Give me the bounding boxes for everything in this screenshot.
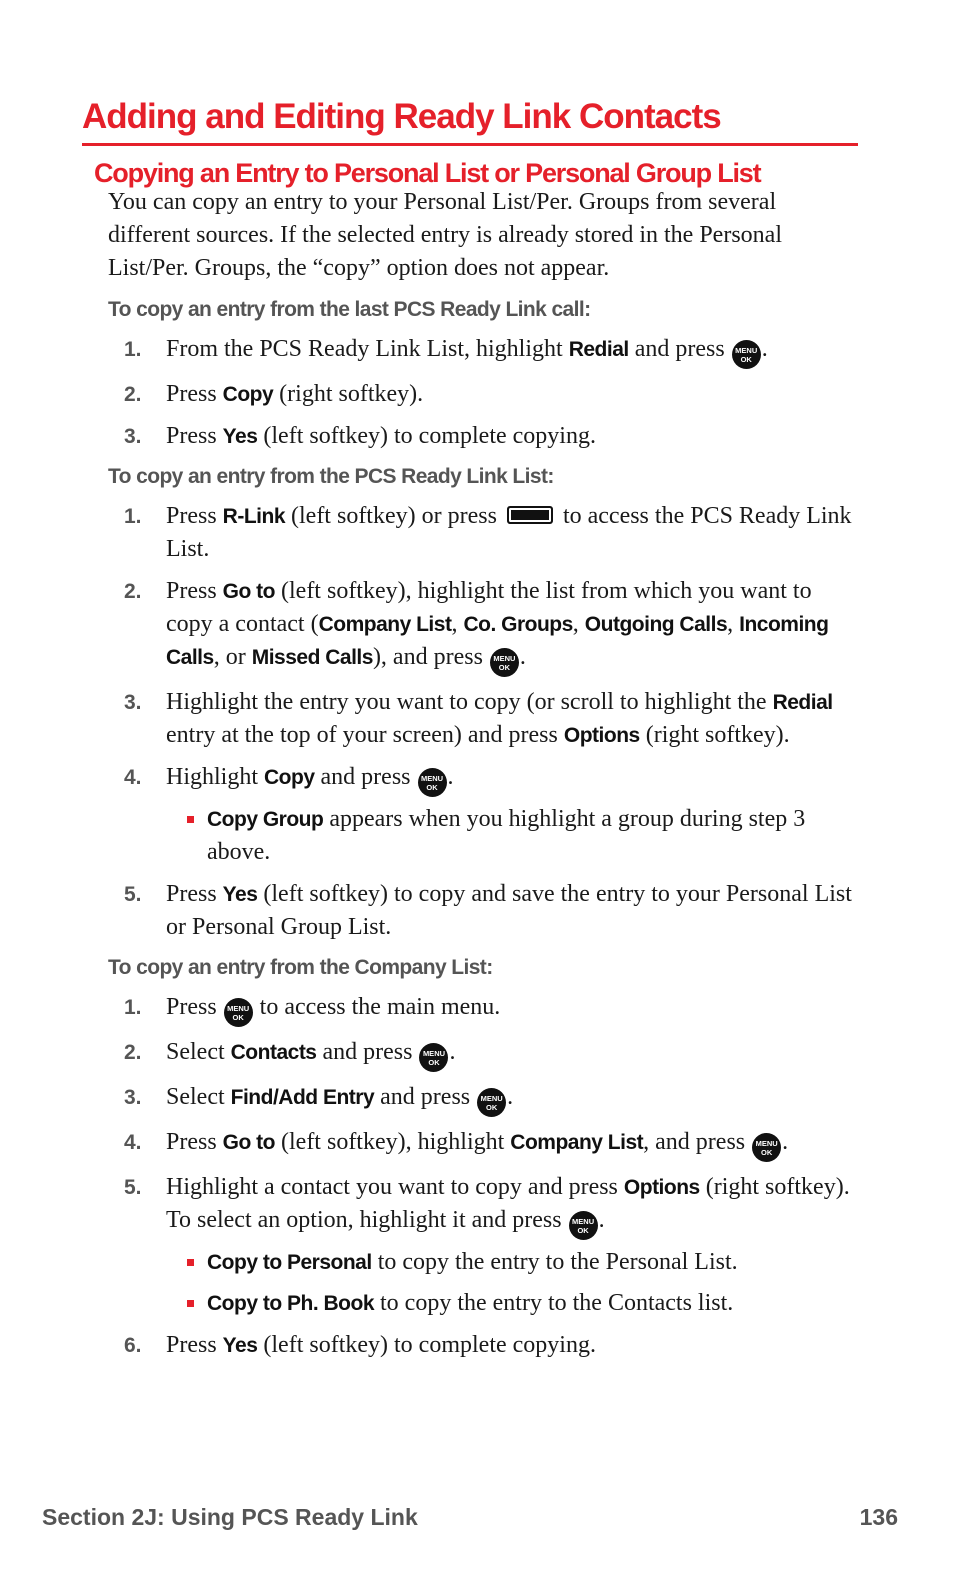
text-run: .: [447, 764, 454, 790]
text-run: to access the main menu.: [253, 994, 501, 1020]
step-item: [108, 500, 858, 566]
ui-term: Missed Calls: [251, 646, 373, 669]
procedure-heading: To copy an entry from the Company List:: [108, 956, 493, 979]
red-square-bullet-icon: [187, 816, 194, 823]
ui-term: Options: [563, 724, 640, 747]
menu-ok-key-icon: [490, 648, 519, 677]
ui-term: Redial: [568, 338, 629, 361]
text-run: and press: [316, 1039, 419, 1065]
step-text: [166, 1081, 858, 1117]
menu-key-label: MENU: [755, 1139, 778, 1148]
step-list: [108, 991, 858, 1362]
step-text: [166, 575, 858, 677]
menu-key-label: MENU: [735, 346, 758, 355]
text-run: Press: [166, 881, 223, 907]
menu-key-label: MENU: [572, 1217, 595, 1226]
text-run: ,: [572, 611, 585, 637]
text-run: Select: [166, 1084, 231, 1110]
menu-ok-key-icon: [224, 998, 253, 1027]
ui-term: Yes: [222, 883, 258, 906]
text-run: Highlight the entry you want to copy (or scroll to highlight the: [166, 689, 773, 715]
menu-key-label: MENU: [422, 1049, 446, 1058]
step-text: [166, 420, 858, 453]
sub-bullet-item: [166, 1287, 858, 1320]
ui-term: R-Link: [222, 505, 285, 528]
text-run: ,: [451, 611, 464, 637]
text-run: , and press: [643, 1129, 752, 1155]
text-run: (left softkey), highlight: [275, 1129, 511, 1155]
text-run: Highlight: [166, 764, 265, 790]
page-number: 136: [859, 1504, 898, 1530]
bullet-text: [207, 1287, 858, 1320]
text-run: (left softkey) to complete copying.: [257, 423, 596, 449]
menu-key-label: MENU: [480, 1094, 503, 1103]
sub-bullet-list: [166, 803, 858, 869]
step-item: [108, 575, 858, 677]
ui-term: Copy: [264, 766, 315, 789]
ui-term: Go to: [222, 580, 275, 603]
menu-key-label: MENU: [493, 654, 516, 663]
step-item: [108, 1126, 858, 1162]
text-run: and press: [374, 1084, 477, 1110]
menu-ok-key-icon: [752, 1133, 781, 1162]
step-text: [166, 878, 858, 944]
text-run: Press: [166, 1332, 223, 1358]
ui-term: Copy Group: [207, 808, 324, 831]
ok-key-label: OK: [498, 663, 511, 672]
step-item: [108, 991, 858, 1027]
ok-key-label: OK: [486, 1103, 498, 1112]
ui-term: Options: [623, 1176, 700, 1199]
ok-key-label: OK: [426, 783, 438, 792]
step-item: [108, 378, 858, 411]
ui-term: Yes: [222, 425, 258, 448]
ui-term: Co. Groups: [463, 613, 573, 636]
menu-ok-key-icon: [419, 1043, 448, 1072]
text-run: (left softkey), highlight the list from which you want to copy a contact (: [166, 578, 812, 637]
step-item: [108, 1081, 858, 1117]
menu-ok-key-icon: [569, 1211, 598, 1240]
step-number: 6.: [124, 1334, 142, 1357]
text-run: ), and press: [372, 644, 489, 670]
ok-key-label: OK: [232, 1013, 244, 1022]
text-run: .: [598, 1207, 605, 1233]
text-run: (right softkey).: [639, 722, 790, 748]
footer-section-label: Section 2J: Using PCS Ready Link: [42, 1504, 418, 1530]
text-run: .: [519, 644, 526, 670]
sub-bullet-item: [166, 803, 858, 869]
step-number: 1.: [124, 505, 142, 528]
text-run: .: [507, 1084, 514, 1110]
text-run: and press: [314, 764, 417, 790]
step-text: [166, 761, 858, 797]
step-item: [108, 1329, 858, 1362]
ui-term: Copy to Personal: [207, 1251, 372, 1274]
step-item: [108, 420, 858, 453]
text-run: to copy the entry to the Personal List.: [371, 1249, 738, 1275]
step-item: [108, 878, 858, 944]
ui-term: Go to: [222, 1131, 275, 1154]
text-run: Press: [166, 503, 223, 529]
procedure-heading: To copy an entry from the PCS Ready Link List:: [108, 465, 554, 488]
text-run: Press: [166, 1129, 223, 1155]
step-number: 3.: [124, 425, 142, 448]
ui-term: Copy to Ph. Book: [207, 1292, 374, 1315]
intro-paragraph: You can copy an entry to your Personal List/Per. Groups from several different sources. If the selected entry is already stored in the Personal List/Per. Groups, the “copy” option does not appear.: [108, 189, 782, 281]
step-number: 1.: [124, 996, 142, 1019]
text-run: (left softkey) to copy and save the entry to your Personal List or Personal Group List.: [166, 881, 852, 940]
ui-term: Yes: [222, 1334, 258, 1357]
text-run: Press: [166, 423, 223, 449]
text-run: appears when you highlight a group during step 3 above.: [207, 806, 806, 865]
step-text: [166, 333, 858, 369]
text-run: Press: [166, 994, 223, 1020]
menu-ok-key-icon: [732, 340, 761, 369]
step-text: [166, 378, 858, 411]
step-text: [166, 1036, 858, 1072]
text-run: Highlight a contact you want to copy and press: [166, 1174, 624, 1200]
instruction-sections: [108, 295, 858, 1362]
content: [108, 186, 858, 1371]
text-run: .: [449, 1039, 456, 1065]
text-run: From the PCS Ready Link List, highlight: [166, 336, 569, 362]
step-number: 5.: [124, 883, 142, 906]
step-text: [166, 1126, 858, 1162]
bullet-text: [207, 803, 858, 869]
step-number: 4.: [124, 766, 142, 789]
text-run: , or: [213, 644, 252, 670]
ui-term: Company List: [318, 613, 452, 636]
step-text: [166, 1171, 858, 1240]
section-subtitle: Copying an Entry to Personal List or Personal Group List: [94, 158, 761, 189]
step-text: [166, 500, 858, 566]
text-run: Press: [166, 578, 223, 604]
step-text: [166, 1329, 858, 1362]
text-run: (left softkey) to complete copying.: [257, 1332, 596, 1358]
step-number: 1.: [124, 338, 142, 361]
step-number: 2.: [124, 1041, 142, 1064]
ok-key-label: OK: [740, 355, 752, 364]
step-number: 5.: [124, 1176, 142, 1199]
text-run: (left softkey) or press: [285, 503, 503, 529]
menu-key-label: MENU: [420, 774, 444, 783]
ok-key-label: OK: [761, 1148, 773, 1157]
menu-ok-key-icon: [418, 768, 447, 797]
ui-term: Find/Add Entry: [230, 1086, 375, 1109]
ui-term: Contacts: [230, 1041, 317, 1064]
ok-key-label: OK: [577, 1226, 589, 1235]
step-list: [108, 333, 858, 453]
text-run: to access the PCS Ready Link List.: [166, 503, 852, 562]
red-square-bullet-icon: [187, 1259, 194, 1266]
step-item: [108, 1171, 858, 1320]
ok-key-label: OK: [428, 1058, 440, 1067]
text-run: .: [782, 1129, 789, 1155]
text-run: (right softkey). To select an option, highlight it and press: [166, 1174, 850, 1233]
ready-link-key-icon: [507, 506, 553, 524]
text-run: ,: [727, 611, 740, 637]
text-run: to copy the entry to the Contacts list.: [374, 1290, 734, 1316]
sub-bullet-list: [166, 1246, 858, 1320]
text-run: and press: [628, 336, 731, 362]
text-run: (right softkey).: [273, 381, 424, 407]
step-item: [108, 761, 858, 869]
sub-bullet-item: [166, 1246, 858, 1279]
text-run: entry at the top of your screen) and press: [166, 722, 564, 748]
step-number: 3.: [124, 691, 142, 714]
ui-term: Company List: [510, 1131, 644, 1154]
step-number: 2.: [124, 383, 142, 406]
step-item: [108, 1036, 858, 1072]
text-run: Select: [166, 1039, 231, 1065]
procedure-heading: To copy an entry from the last PCS Ready Link call:: [108, 298, 591, 321]
ui-term: Copy: [222, 383, 274, 406]
step-text: [166, 991, 858, 1027]
page-title: Adding and Editing Ready Link Contacts: [82, 93, 858, 146]
step-list: [108, 500, 858, 944]
bullet-text: [207, 1246, 858, 1279]
step-item: [108, 333, 858, 369]
ui-term: Outgoing Calls: [584, 613, 728, 636]
step-number: 2.: [124, 580, 142, 603]
red-square-bullet-icon: [187, 1300, 194, 1307]
step-number: 3.: [124, 1086, 142, 1109]
ui-term: Redial: [772, 691, 833, 714]
ui-term: Incoming Calls: [166, 613, 829, 669]
step-item: [108, 686, 858, 752]
menu-key-label: MENU: [227, 1004, 250, 1013]
menu-ok-key-icon: [477, 1088, 506, 1117]
step-text: [166, 686, 858, 752]
text-run: Press: [166, 381, 223, 407]
step-number: 4.: [124, 1131, 142, 1154]
text-run: .: [761, 336, 768, 362]
